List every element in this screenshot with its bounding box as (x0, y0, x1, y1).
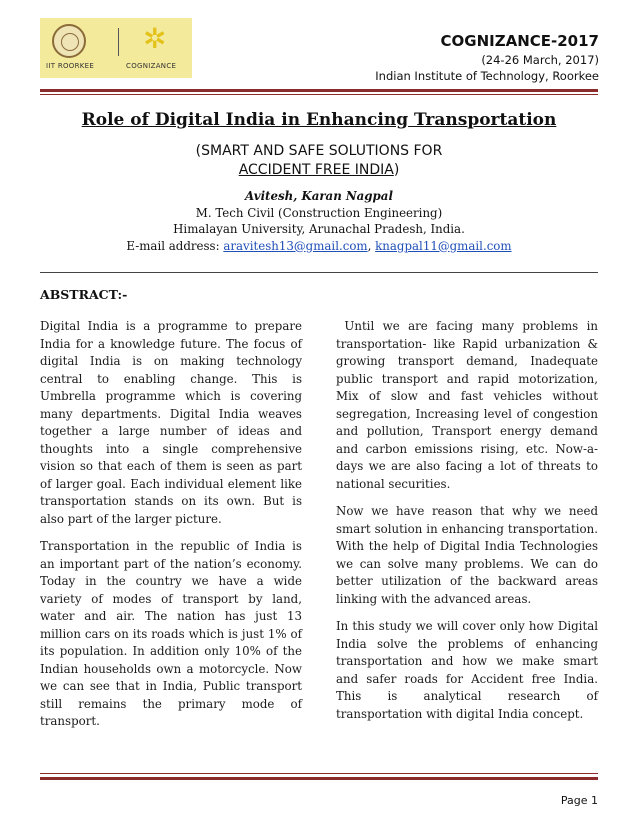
affiliation-line-2: Himalayan University, Arunachal Pradesh, India. (173, 222, 465, 236)
abstract-paragraph: Now we have reason that why we need smart solution in enhancing transportation. With the help of Digital India Technologies we can solve many problems. We can do better utilization of the backward areas linking with the advanced areas. (336, 504, 598, 606)
affiliation-line-1: M. Tech Civil (Construction Engineering) (195, 205, 443, 220)
paper-title: Role of Digital India in Enhancing Transportation (81, 110, 557, 130)
conference-info (375, 32, 599, 84)
iit-seal-icon (52, 24, 86, 58)
subtitle-line-2 (40, 161, 598, 180)
email-label: E-mail address: (126, 238, 224, 253)
abstract-paragraph: Until we are facing many problems in transportation- like Rapid urbanization & growing transport demand, Inadequate public transport and rapid motorization, Mix of slow and fast vehicles without segregation, Increasing level of congestion and pollution, Transport energy demand and carbon emissions rising, etc. Now-a-days we are also facing a lot of threats to national securities. (336, 319, 602, 491)
abstract-heading: ABSTRACT:- (40, 287, 128, 302)
logo-right-text: COGNIZANCE (126, 62, 177, 70)
author-block (40, 188, 598, 254)
conference-logo (40, 18, 192, 78)
cognizance-star-icon: ✲ (143, 22, 167, 55)
footer-rule-thick (40, 777, 598, 780)
subtitle-line-1: (SMART AND SAFE SOLUTIONS FOR (195, 143, 443, 159)
abstract-left-column (40, 318, 302, 741)
conference-dates: (24-26 March, 2017) (481, 53, 599, 67)
footer-rule-thin (40, 773, 598, 774)
email-link-1[interactable]: aravitesh13@gmail.com (223, 238, 368, 253)
abstract-paragraph: In this study we will cover only how Digital India solve the problems of enhancing transportation and how we make smart and safer roads for Accident free India. This is analytical research of transportation with digital India concept. (336, 619, 598, 721)
email-link-2[interactable]: knagpal11@gmail.com (375, 238, 512, 253)
email-separator: , (367, 238, 376, 253)
logo-divider (118, 28, 119, 56)
conference-venue: Indian Institute of Technology, Roorkee (375, 69, 599, 83)
conference-title: COGNIZANCE-2017 (440, 32, 599, 50)
subtitle-close: ) (393, 162, 400, 178)
abstract-paragraph: Transportation in the republic of India is an important part of the nation’s economy. Today in the country we have a wide variety of modes of transport by land, water and air. The nation has just 13 million cars on its roads which is just 1% of its population. In addition only 10% of the Indian households own a motorcycle. Now we can see that in India, Public transport still remains the primary mode of transport. (40, 539, 302, 728)
paper-subtitle (40, 142, 598, 180)
abstract-right-column (336, 318, 602, 733)
subtitle-line-2-text: ACCIDENT FREE INDIA (238, 162, 394, 178)
abstract-paragraph: Digital India is a programme to prepare India for a knowledge future. The focus of digital India is on making technology central to enabling change. This is Umbrella programme which is covering many departments. Digital India weaves together a large number of ideas and thoughts into a single comprehensive vision so that each of them is seen as part of larger goal. Each individual element like transportation stands on its own. But is also part of the larger picture. (40, 319, 302, 526)
header-rule-thin (40, 94, 598, 95)
email-line (40, 238, 598, 255)
section-divider (40, 272, 598, 273)
page-number: Page 1 (560, 794, 598, 807)
header-rule-thick (40, 89, 598, 92)
logo-left-text: IIT ROORKEE (46, 62, 95, 70)
author-names: Avitesh, Karan Nagpal (245, 189, 393, 203)
